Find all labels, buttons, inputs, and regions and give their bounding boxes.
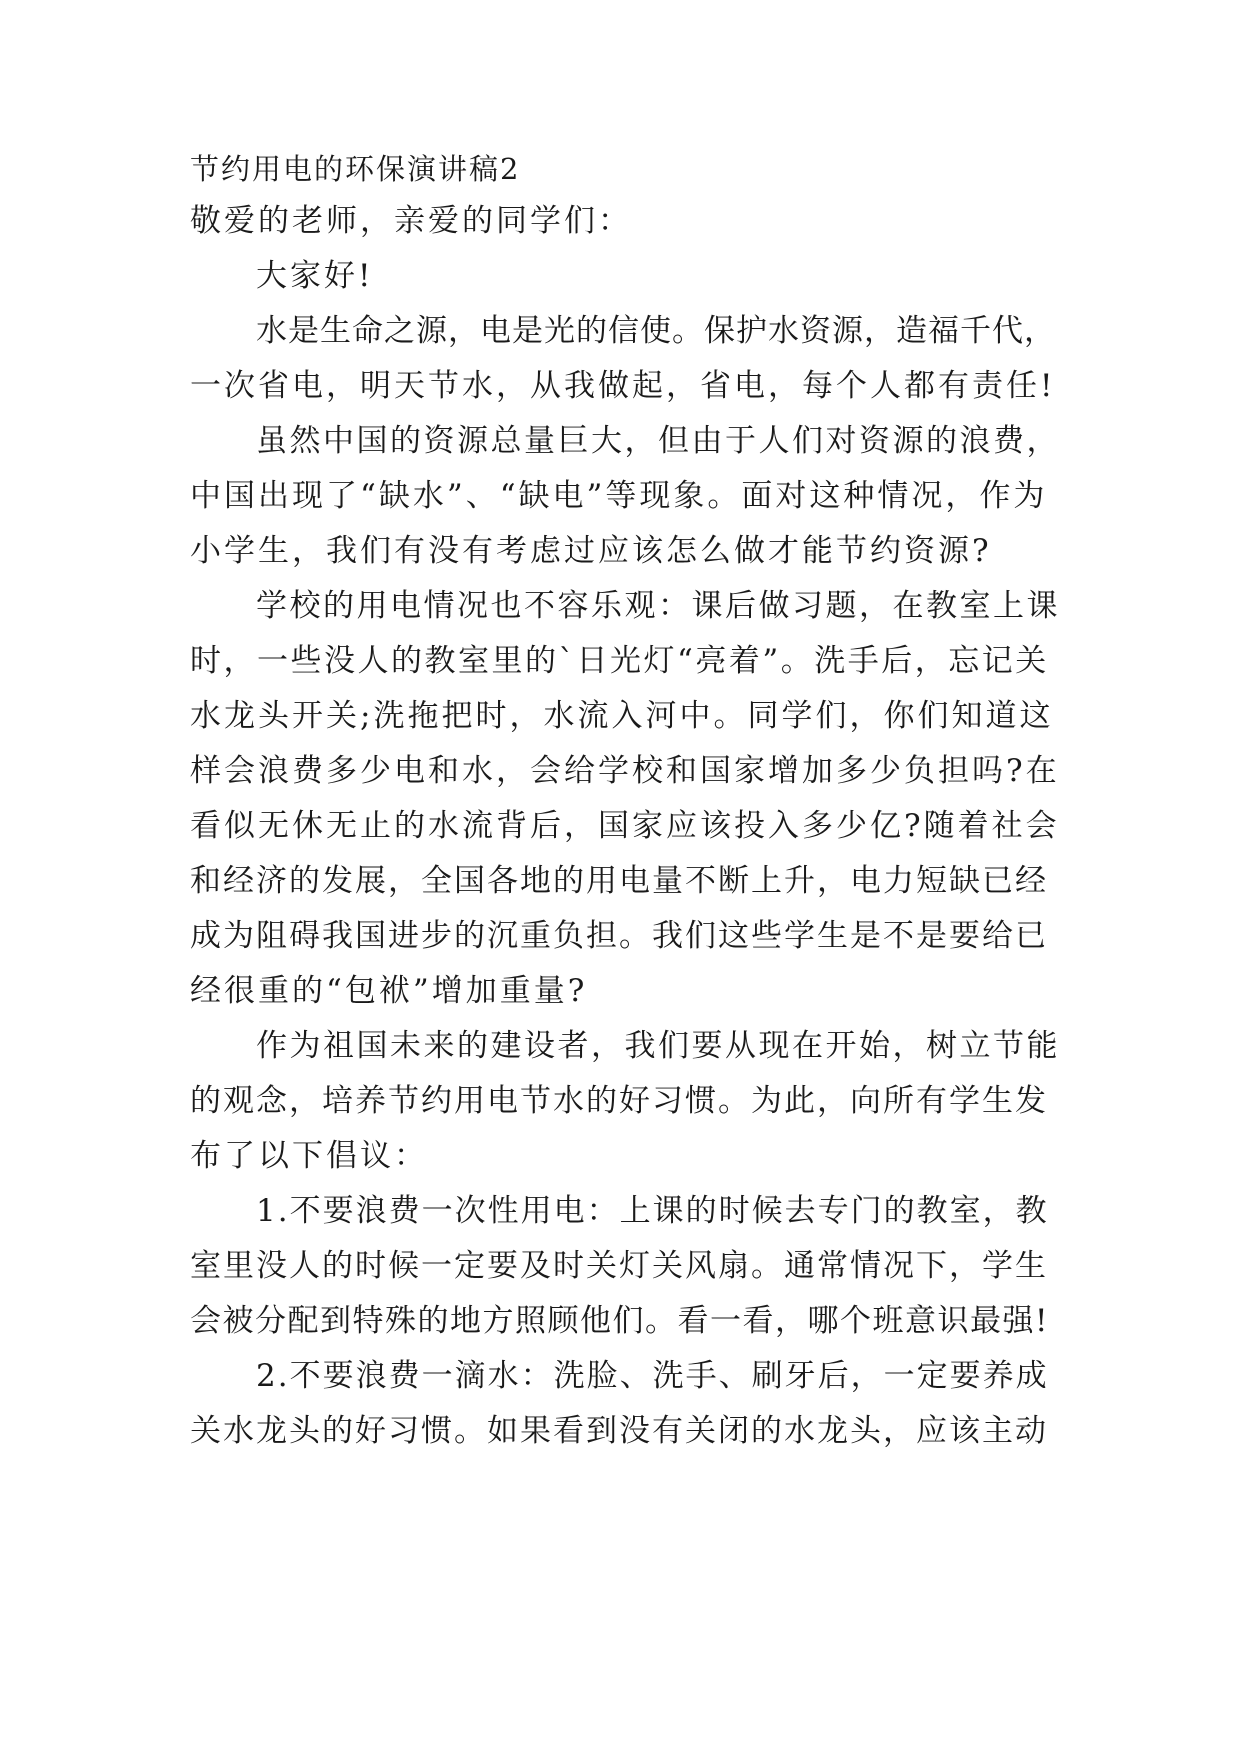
text-line: 室里没人的时候一定要及时关灯关风扇。通常情况下，学生 — [190, 1248, 1048, 1284]
text-line: 会被分配到特殊的地方照顾他们。看一看，哪个班意识最强! — [190, 1303, 1049, 1339]
text-line: 学校的用电情况也不容乐观：课后做习题，在教室上课 — [256, 588, 1060, 624]
text-line: 布了以下倡议： — [190, 1138, 428, 1174]
text-line: 成为阻碍我国进步的沉重负担。我们这些学生是不是要给已 — [190, 918, 1048, 954]
text-line: 水是生命之源，电是光的信使。保护水资源，造福千代， — [256, 313, 1056, 349]
text-line: 虽然中国的资源总量巨大，但由于人们对资源的浪费， — [256, 423, 1060, 459]
text-line: 看似无休无止的水流背后，国家应该投入多少亿?随着社会 — [190, 808, 1060, 844]
text-line: 和经济的发展，全国各地的用电量不断上升，电力短缺已经 — [190, 863, 1048, 899]
text-line: 经很重的“包袱”增加重量? — [190, 973, 588, 1009]
text-line: 1.不要浪费一次性用电：上课的时候去专门的教室，教 — [256, 1193, 1049, 1229]
text-line: 中国出现了“缺水”、“缺电”等现象。面对这种情况，作为 — [190, 478, 1048, 514]
text-line: 小学生，我们有没有考虑过应该怎么做才能节约资源? — [190, 533, 992, 569]
document-title: 节约用电的环保演讲稿2 — [190, 152, 521, 186]
text-line: 2.不要浪费一滴水：洗脸、洗手、刷牙后，一定要养成 — [256, 1358, 1049, 1394]
text-line: 的观念，培养节约用电节水的好习惯。为此，向所有学生发 — [190, 1083, 1048, 1119]
text-line: 一次省电，明天节水，从我做起，省电，每个人都有责任! — [190, 368, 1056, 404]
salutation: 敬爱的老师，亲爱的同学们： — [190, 203, 632, 239]
text-line: 样会浪费多少电和水，会给学校和国家增加多少负担吗?在 — [190, 753, 1060, 789]
text-line: 时，一些没人的教室里的`日光灯“亮着”。洗手后，忘记关 — [190, 643, 1049, 679]
text-line: 关水龙头的好习惯。如果看到没有关闭的水龙头，应该主动 — [190, 1413, 1048, 1449]
text-line: 大家好! — [256, 258, 374, 294]
text-line: 水龙头开关;洗拖把时，水流入河中。同学们，你们知道这 — [190, 698, 1054, 734]
text-line: 作为祖国未来的建设者，我们要从现在开始，树立节能 — [256, 1028, 1060, 1064]
